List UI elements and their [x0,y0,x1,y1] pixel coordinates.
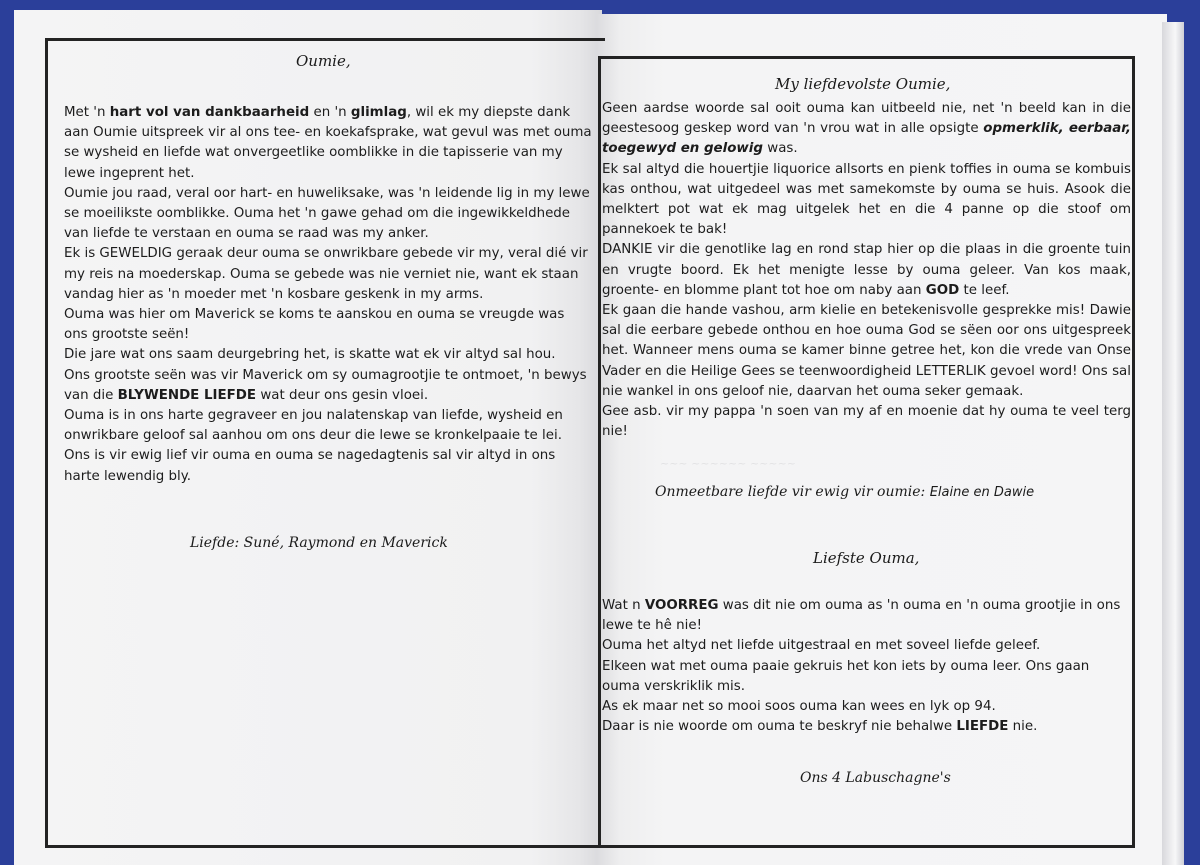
right-paragraph-2: Ek sal altyd die houertjie liquorice allsorts en pienk toffies in ouma se kombuis kas onthou, wat uitgedeel was met samekomste by ouma se huis. Asook die melktert pot wat ek mag uitgelek het en die 4 panne op die stoof om pannekoek te bak! [602,161,1131,238]
left-paragraph-6: Ons grootste seën was vir Maverick om sy oumagrootjie te ontmoet, 'n bewys van die BLYWENDE LIEFDE wat deur ons gesin vloei. [64,367,587,403]
right-letter-body-2 [602,596,1131,737]
left-paragraph-7: Ouma is in ons harte gegraveer en jou nalatenskap van liefde, wysheid en onwrikbare geloof sal aanhou om ons deur die lewe se kronkelpaaie te lei. [64,408,563,444]
left-paragraph-5: Die jare wat ons saam deurgebring het, is skatte wat ek vir altyd sal hou. [64,347,556,363]
right-paragraph-8: Elkeen wat met ouma paaie gekruis het kon iets by ouma leer. Ons gaan ouma verskriklik mis. [602,658,1090,694]
left-paragraph-1: Met 'n hart vol van dankbaarheid en 'n glimlag, wil ek my diepste dank aan Oumie uitspreek vir al ons tee- en koekafsprake, wat gevul was met ouma se wysheid en liefde wat onvergeetlike oomblikke in die tapisserie van my lewe ingeprent het. [64,105,592,181]
left-letter-body [64,103,592,487]
left-paragraph-2: Oumie jou raad, veral oor hart- en huweliksake, was 'n leidende lig in my lewe se moeilikste oomblikke. Ouma het 'n gawe gehad om die ingewikkeldhede van liefde te verstaan en ouma se raad was my anker. [64,185,590,242]
left-signature: Liefde: Suné, Raymond en Maverick [190,535,448,551]
page-stack-edge [1162,22,1184,865]
right-letter-body-1 [602,99,1131,442]
right-paragraph-10: Daar is nie woorde om ouma te beskryf nie behalwe LIEFDE nie. [602,719,1038,735]
right-paragraph-9: As ek maar net so mooi soos ouma kan wees en lyk op 94. [602,699,996,715]
left-paragraph-4: Ouma was hier om Maverick se koms te aanskou en ouma se vreugde was ons grootste seën! [64,307,565,343]
right-paragraph-4: Ek gaan die hande vashou, arm kielie en betekenisvolle gesprekke mis! Dawie sal die eerbare gebede onthou en hoe ouma God se sëen oor ons uitgespreek het. Wanneer mens ouma se kamer binne getree het, kon die vrede van Onse Vader en die Heilige Gees se teenwoordigheid LETTERLIK gevoel word! Ons sal nie wankel in ons geloof nie, daarvan het ouma seker gemaak. [602,303,1131,399]
right-heading-2: Liefste Ouma, [813,549,920,567]
left-heading: Oumie, [296,52,351,70]
right-heading-1: My liefdevolste Oumie, [775,75,951,93]
show-through-decoration: ~~~ ~~~~~~ ~~~~~ [660,457,797,470]
right-signature-2: Ons 4 Labuschagne's [800,770,951,786]
left-paragraph-3: Ek is GEWELDIG geraak deur ouma se onwrikbare gebede vir my, veral dié vir my reis na moederskap. Ouma se gebede was nie verniet nie, want ek staan vandag hier as 'n moeder met 'n kosbare geskenk in my arms. [64,246,588,302]
right-paragraph-1: Geen aardse woorde sal ooit ouma kan uitbeeld nie, net 'n beeld kan in die geestesoog geskep word van 'n vrou wat in alle opsigte opmerklik, eerbaar, toegewyd en gelowig was. [602,101,1132,157]
right-paragraph-3: DANKIE vir die genotlike lag en rond stap hier op die plaas in die groente tuin en vrugte boord. Ek het menigte lesse by ouma geleer. Van kos maak, groente- en blomme plant tot hoe om naby aan GOD te leef. [602,242,1131,298]
right-paragraph-6: Wat n VOORREG was dit nie om ouma as 'n ouma en 'n ouma grootjie in ons lewe te hê nie! [602,598,1121,634]
right-signature-1: Onmeetbare liefde vir ewig vir oumie: Elaine en Dawie [655,484,1035,500]
right-paragraph-5: Gee asb. vir my pappa 'n soen van my af en moenie dat hy ouma te veel terg nie! [602,404,1131,440]
right-paragraph-7: Ouma het altyd net liefde uitgestraal en met soveel liefde geleef. [602,638,1041,654]
left-paragraph-8: Ons is vir ewig lief vir ouma en ouma se nagedagtenis sal vir altyd in ons harte lewendig bly. [64,448,556,484]
